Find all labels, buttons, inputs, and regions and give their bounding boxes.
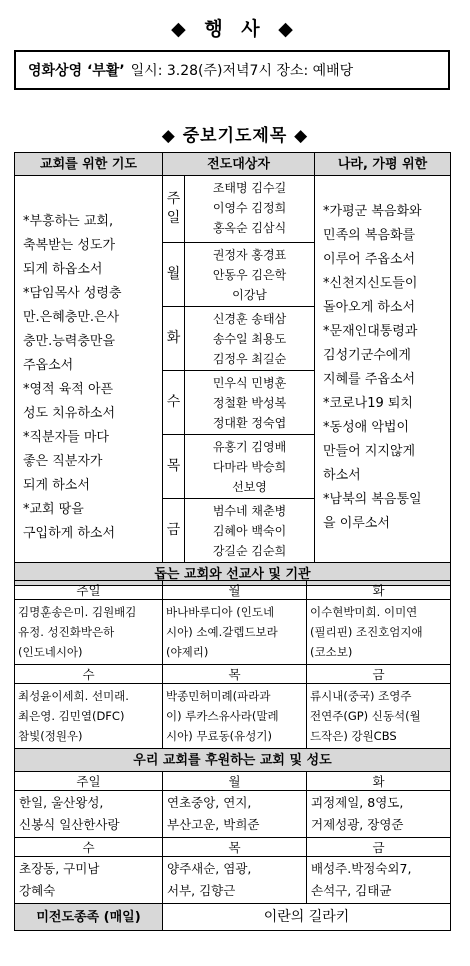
support-cell: 초장동, 구미남 강혜숙	[15, 857, 163, 904]
target-names: 권정자 홍경표 안동우 김은학 이강남	[185, 243, 315, 307]
day-label: 목	[163, 665, 307, 684]
mission-cell: 바나바루디아 (인도네 시아) 소예.갈렙드보라 (야제리)	[163, 600, 307, 665]
nation-prayer-list: *가평군 복음화와 민족의 복음화를 이루어 주옵소서 *신천지신도들이 돌아오게 하소서 *문재인대통령과 김성기군수에게 지혜를 주옵소서 *코로나19 퇴치 *동성애 악법이 만들어 지지않게 하소서 *남북의 복음통일 을 이루소서	[315, 176, 451, 563]
day-label: 주일	[15, 772, 163, 791]
mission-cell: 최성윤이세희. 선미래. 최은영. 김민열(DFC) 참빛(정원우)	[15, 684, 163, 749]
day-label: 화	[307, 772, 451, 791]
target-names: 신경훈 송태삼 송수일 최용도 김정우 최길순	[185, 307, 315, 371]
day-label: 화	[307, 581, 451, 600]
support-cell: 괴정제일, 8영도, 거제성광, 장영준	[307, 791, 451, 838]
target-day: 주 일	[163, 176, 185, 243]
support-cell: 배성주.박정숙외7, 손석구, 김태균	[307, 857, 451, 904]
unreached-value: 이란의 길라키	[163, 904, 451, 931]
target-day: 목	[163, 435, 185, 499]
col-church: 교회를 위한 기도	[15, 153, 163, 176]
col-evangelism: 전도대상자	[163, 153, 315, 176]
target-names: 민우식 민병훈 정철환 박성복 정대환 정숙엽	[185, 371, 315, 435]
day-label: 월	[163, 772, 307, 791]
missions-heading: 돕는 교회와 선교사 및 기관	[15, 563, 451, 586]
col-nation: 나라, 가평 위한	[315, 153, 451, 176]
unreached-label: 미전도종족 (매일)	[15, 904, 163, 931]
day-label: 주일	[15, 581, 163, 600]
day-label: 목	[163, 838, 307, 857]
target-day: 월	[163, 243, 185, 307]
event-details: 일시: 3.28(주)저녁7시 장소: 예배당	[130, 63, 354, 79]
mission-cell: 박종민허미례(파라과 이) 루카스유사라(말레 시아) 무료동(유성기)	[163, 684, 307, 749]
target-day: 화	[163, 307, 185, 371]
target-names: 범수네 채춘병 김혜아 백숙이 강길순 김순희	[185, 499, 315, 563]
mission-cell: 류시내(중국) 조영주 전연주(GP) 신동석(월 드작은) 강원CBS	[307, 684, 451, 749]
prayer-heading: ◆ 중보기도제목 ◆	[161, 126, 309, 146]
event-title: 영화상영 ‘부활’	[28, 63, 125, 79]
support-cell: 연초중앙, 연지, 부산고운, 박희준	[163, 791, 307, 838]
support-cell: 양주새순, 염광, 서부, 김향근	[163, 857, 307, 904]
target-names: 조태명 김수길 이영수 김정희 홍옥순 김삼식	[185, 176, 315, 243]
day-label: 수	[15, 838, 163, 857]
mission-cell: 김명훈송은미. 김원배김 유정. 성진화박은하 (인도네시아)	[15, 600, 163, 665]
day-label: 금	[307, 665, 451, 684]
target-day: 금	[163, 499, 185, 563]
day-label: 금	[307, 838, 451, 857]
support-cell: 한일, 울산왕성, 신봉식 일산한사랑	[15, 791, 163, 838]
target-names: 유홍기 김영배 다마라 박승희 선보영	[185, 435, 315, 499]
prayer-table	[14, 152, 451, 586]
mission-cell: 이수현박미희. 이미연 (필리핀) 조진호엄지애 (코소보)	[307, 600, 451, 665]
day-label: 수	[15, 665, 163, 684]
events-heading: ◆ 행 사 ◆	[171, 18, 299, 40]
missions-table	[14, 580, 451, 931]
day-label: 월	[163, 581, 307, 600]
church-prayer-list: *부흥하는 교회, 축복받는 성도가 되게 하옵소서 *담임목사 성령충 만.은혜충만.은사 충만.능력충만을 주옵소서 *영적 육적 아픈 성도 치유하소서 *직분자들 마다 좋은 직분자가 되게 하소서 *교회 땅을 구입하게 하소서	[15, 176, 163, 563]
support-heading: 우리 교회를 후원하는 교회 및 성도	[15, 749, 451, 772]
target-day: 수	[163, 371, 185, 435]
event-box	[14, 50, 450, 90]
